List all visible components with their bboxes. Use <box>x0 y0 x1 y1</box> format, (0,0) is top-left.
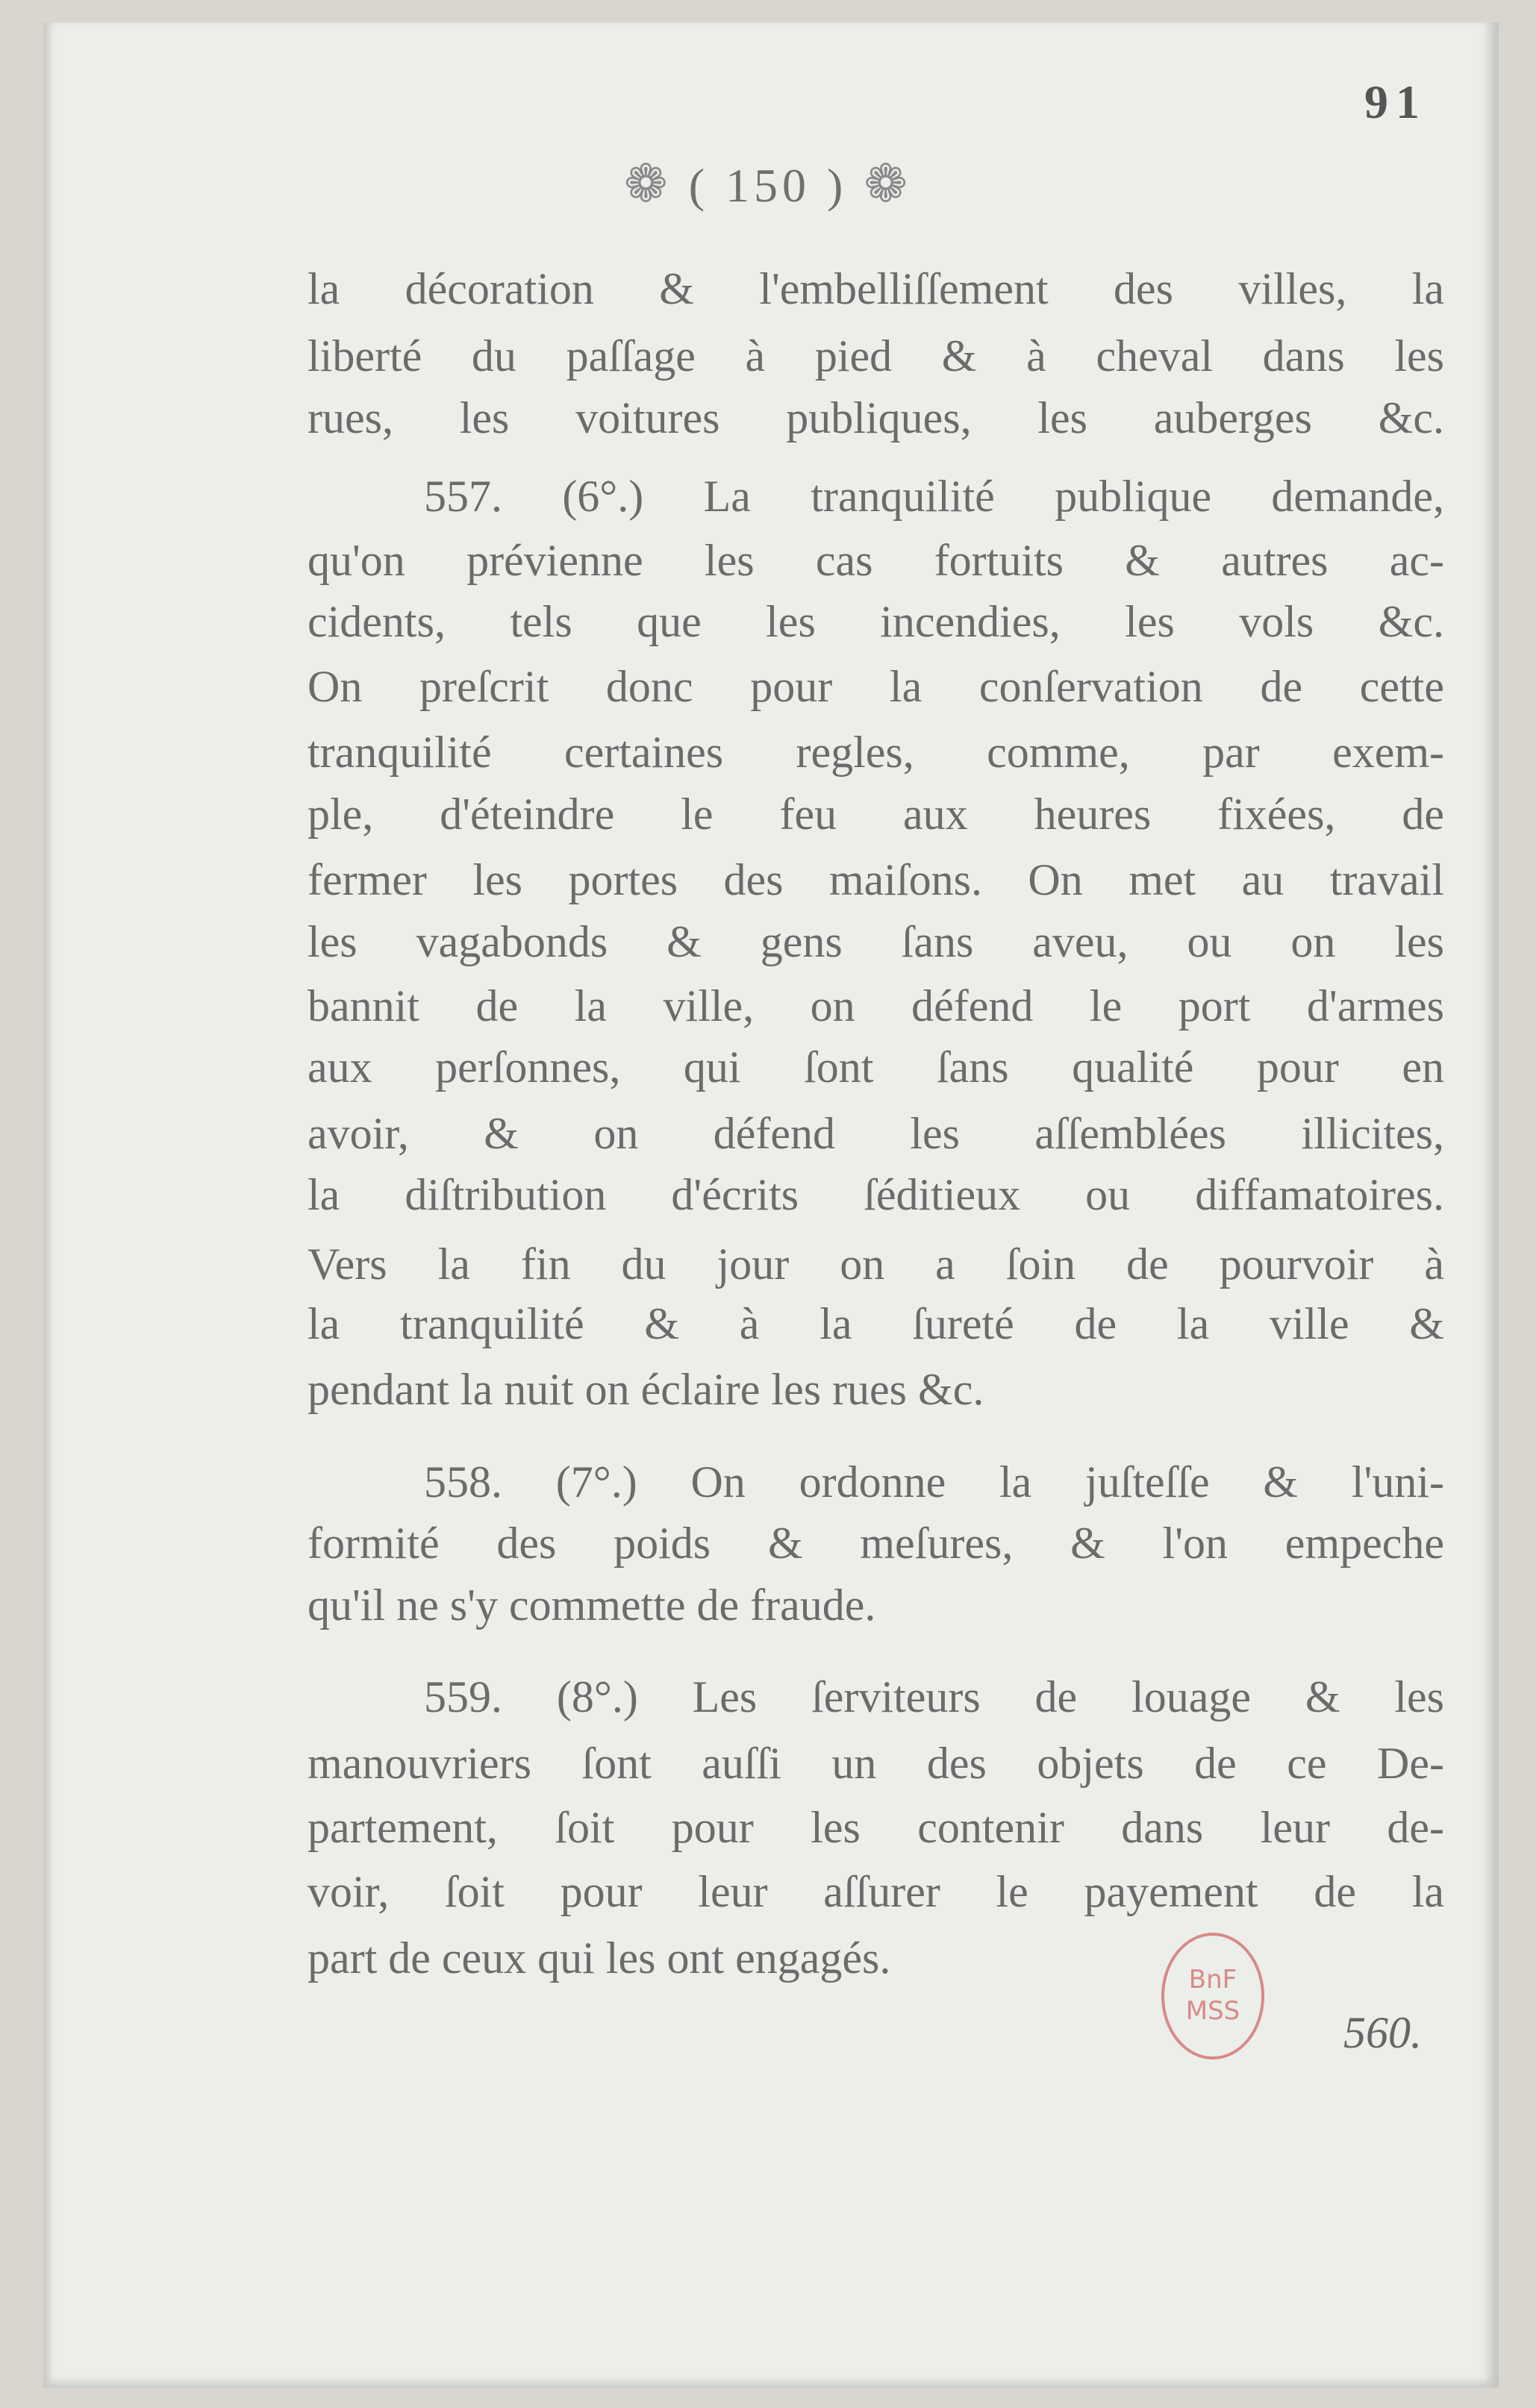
text-line: la tranquilité & à la ſureté de la ville & <box>307 1299 1444 1348</box>
text-line: tranquilité certaines regles, comme, par exem- <box>307 728 1444 777</box>
running-head <box>0 153 1536 215</box>
stamp-line: BnF <box>1188 1965 1237 1995</box>
text-line: fermer les portes des maiſons. On met au travail <box>307 855 1444 904</box>
text-line: la diſtribution d'écrits ſéditieux ou diffamatoires. <box>307 1170 1444 1219</box>
text-line: les vagabonds & gens ſans aveu, ou on les <box>307 917 1444 966</box>
text-line: On preſcrit donc pour la conſervation de cette <box>307 662 1444 711</box>
paragraph-558-start: 558. (7°.) On ordonne la juſteſſe & l'uni- <box>424 1457 1444 1507</box>
text-line: cidents, tels que les incendies, les vols &c. <box>307 597 1444 646</box>
text-line: formité des poids & meſures, & l'on empeche <box>307 1519 1444 1568</box>
text-line: avoir, & on défend les aſſemblées illicites, <box>307 1109 1444 1158</box>
text-line: pendant la nuit on éclaire les rues &c. <box>307 1365 984 1414</box>
folio-number: 91 <box>1364 75 1427 128</box>
text-line: rues, les voitures publiques, les auberges &c. <box>307 393 1444 442</box>
page-number-printed: ( 150 ) <box>688 159 848 212</box>
text-line: aux perſonnes, qui ſont ſans qualité pour en <box>307 1042 1444 1092</box>
text-line: liberté du paſſage à pied & à cheval dans les <box>307 331 1444 381</box>
text-line: qu'on prévienne les cas fortuits & autres ac- <box>307 536 1444 585</box>
text-line: bannit de la ville, on défend le port d'armes <box>307 981 1444 1031</box>
text-line: part de ceux qui les ont engagés. <box>307 1933 891 1983</box>
text-line: ple, d'éteindre le feu aux heures fixées, de <box>307 789 1444 839</box>
library-stamp <box>1161 1933 1264 2060</box>
text-line: la décoration & l'embelliſſement des villes, la <box>307 264 1444 313</box>
paragraph-559-start: 559. (8°.) Les ſerviteurs de louage & les <box>424 1672 1444 1721</box>
paragraph-557-start: 557. (6°.) La tranquilité publique demande, <box>424 472 1444 521</box>
text-line: qu'il ne s'y commette de fraude. <box>307 1580 876 1630</box>
text-line: partement, ſoit pour les contenir dans leur de- <box>307 1803 1444 1852</box>
fleuron-icon: ❁ <box>864 156 912 213</box>
text-line: Vers la fin du jour on a ſoin de pourvoir à <box>307 1239 1444 1289</box>
catchword: 560. <box>1343 2008 1422 2057</box>
text-line: voir, ſoit pour leur aſſurer le payement de la <box>307 1867 1444 1916</box>
text-line: manouvriers ſont auſſi un des objets de ce De- <box>307 1739 1444 1788</box>
stamp-line: MSS <box>1185 1996 1240 2026</box>
fleuron-icon: ❁ <box>624 156 672 213</box>
